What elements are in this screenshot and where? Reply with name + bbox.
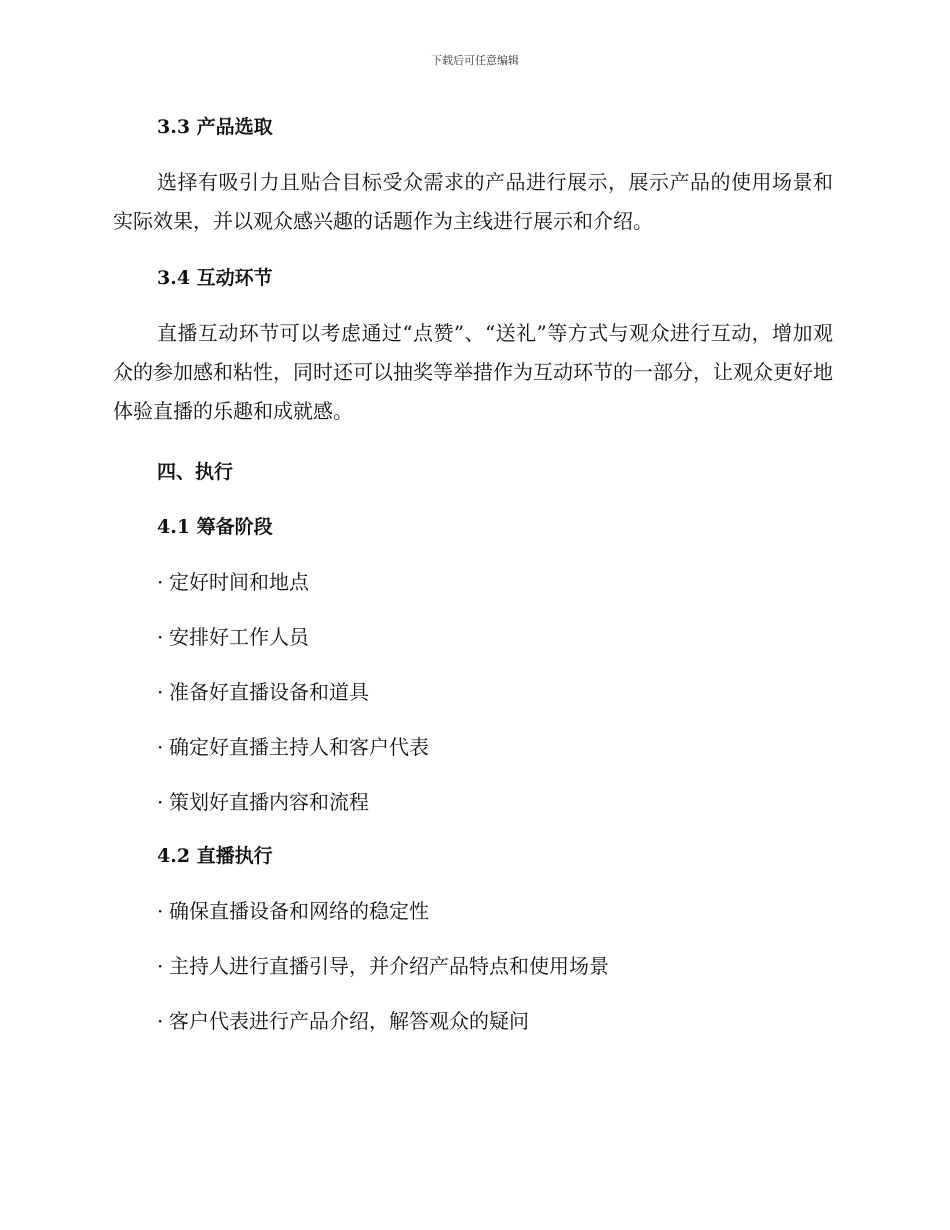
list-item-text: 客户代表进行产品介绍，解答观众的疑问 — [169, 1009, 529, 1033]
list-item — [157, 789, 369, 815]
paragraph-3-4: 直播互动环节可以考虑通过“点赞”、“送礼”等方式与观众进行互动，增加观众的参加感和粘性，同时还可以抽奖等举措作为互动环节的一部分，让观众更好地体验直播的乐趣和成就感。 — [113, 321, 833, 423]
list-item-text: 准备好直播设备和道具 — [169, 680, 369, 704]
list-item — [157, 679, 369, 705]
bullet-icon: · — [157, 790, 164, 814]
bullet-icon: · — [157, 735, 164, 759]
list-item — [157, 1008, 529, 1034]
list-item — [157, 898, 429, 924]
list-item-text: 确定好直播主持人和客户代表 — [169, 735, 429, 759]
list-item-text: 定好时间和地点 — [169, 570, 309, 594]
list-item — [157, 569, 309, 595]
list-item-text: 安排好工作人员 — [169, 625, 309, 649]
bullet-icon: · — [157, 1009, 164, 1033]
bullet-icon: · — [157, 625, 164, 649]
page-header: 下载后可任意编辑 — [431, 54, 519, 67]
list-item — [157, 734, 429, 760]
list-item-text: 主持人进行直播引导，并介绍产品特点和使用场景 — [169, 954, 609, 978]
heading-3-4: 3.4 互动环节 — [157, 267, 273, 289]
paragraph-3-3: 选择有吸引力且贴合目标受众需求的产品进行展示，展示产品的使用场景和实际效果，并以观众感兴趣的话题作为主线进行展示和介绍。 — [113, 170, 833, 233]
heading-3-3: 3.3 产品选取 — [157, 116, 273, 138]
heading-4: 四、执行 — [157, 461, 234, 483]
heading-4-2: 4.2 直播执行 — [157, 845, 273, 867]
list-item-text: 策划好直播内容和流程 — [169, 790, 369, 814]
bullet-icon: · — [157, 899, 164, 923]
bullet-icon: · — [157, 954, 164, 978]
heading-4-1: 4.1 筹备阶段 — [157, 516, 273, 538]
list-item-text: 确保直播设备和网络的稳定性 — [169, 899, 429, 923]
bullet-icon: · — [157, 680, 164, 704]
bullet-icon: · — [157, 570, 164, 594]
list-item — [157, 624, 309, 650]
list-item — [157, 953, 609, 979]
